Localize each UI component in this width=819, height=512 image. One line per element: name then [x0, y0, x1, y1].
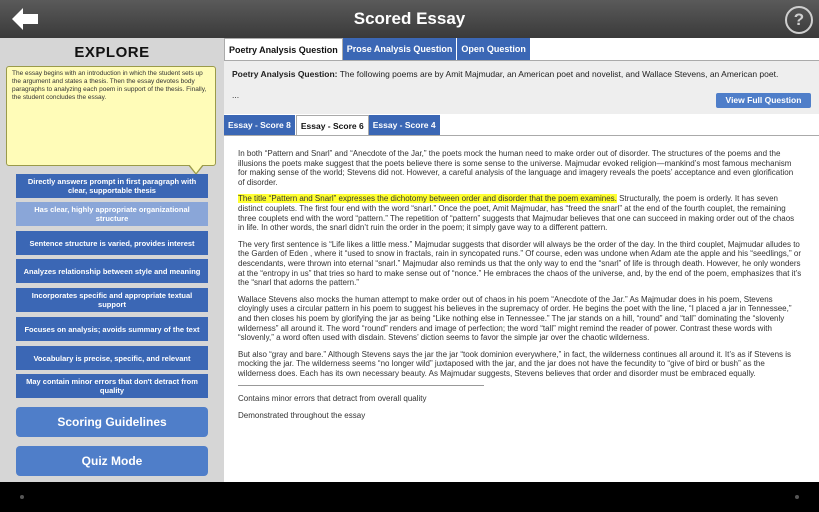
highlighted-thesis[interactable]: The title “Pattern and Snarl” expresses the dichotomy between order and disorder that the poem examines. [238, 194, 617, 204]
divider [238, 385, 484, 386]
criterion-minor-errors[interactable]: May contain minor errors that don't detract from quality [16, 374, 208, 398]
callout-tail-fill [189, 164, 203, 173]
tab-prose-analysis[interactable]: Prose Analysis Question [343, 38, 458, 60]
question-ellipsis: ... [232, 90, 240, 100]
criterion-organization[interactable]: Has clear, highly appropriate organizational structure [16, 202, 208, 226]
criterion-vocabulary[interactable]: Vocabulary is precise, specific, and relevant [16, 346, 208, 370]
criterion-textual-support[interactable]: Incorporates specific and appropriate textual support [16, 288, 208, 312]
score-note: Contains minor errors that detract from overall quality [238, 394, 427, 404]
tab-poetry-analysis[interactable]: Poetry Analysis Question [224, 38, 343, 61]
essay-text [238, 149, 802, 428]
essay-paragraph-rest: Structurally, the poem is orderly. It has seven distinct couplets. The first four end with the word “snarl.” Once the poet, Amit Majmudar, has “freed the snarl” at the end of the fourth couplet, the remaining three couplets end with the word “pattern.” The repetition of “pattern” suggests that Majmudar believes that one can succeed in making order out of the chaos in life. In other words, the snarl didn’t ruin the order in the poem; it simply gave way to a different pattern. [238, 194, 795, 233]
nav-dot [795, 495, 799, 499]
tab-essay-score-6[interactable]: Essay - Score 6 [296, 115, 369, 136]
essay-paragraph: In both “Pattern and Snarl” and “Anecdote of the Jar,” the poets mock the human need to make order out of disorder. The structures of the poems and the illusions the poets make suggest that the poets believe there is some sense to the universe. Majmudar evoked religion—mankind’s most famous mechanism for making sense of the world; Stevens did not. However, a careful analysis of the language and imagery reveals the poets’ acceptance and even glorification of disorder. [238, 149, 794, 187]
question-body: The following poems are by Amit Majmudar, an American poet and novelist, and Wallace Stevens, an American poet. [339, 69, 779, 79]
criterion-sentence-structure[interactable]: Sentence structure is varied, provides interest [16, 231, 208, 255]
explore-heading: EXPLORE [74, 44, 150, 61]
criterion-analysis-focus[interactable]: Focuses on analysis; avoids summary of the text [16, 317, 208, 341]
top-bar [0, 0, 819, 38]
criterion-thesis[interactable]: Directly answers prompt in first paragraph with clear, supportable thesis [16, 174, 208, 198]
essay-paragraph [238, 194, 802, 232]
view-full-question-button[interactable]: View Full Question [716, 93, 811, 108]
tab-essay-score-8[interactable]: Essay - Score 8 [224, 115, 296, 135]
system-nav-bar [0, 482, 819, 512]
essay-paragraph: Wallace Stevens also mocks the human attempt to make order out of chaos in his poem “Anecdote of the Jar.” As Majmudar does in his poem, Stevens cloyingly uses a circular pattern in his poem to suggest his believes in the supremacy of order. He begins the poet with the line, “I placed a jar in Tennessee,” and then closes his poem by glorifying the jar as being “Like nothing else in Tennessee.” The jar stands on a hill, “round” and “tall” dominating the “slovenly wilderness” all around it. The word “round” renders and image of perfection; the word “tall” might remind the reader of power. Contrast these words with “slovenly,” a word often used with disdain. Stevens’ diction seems to favor the simple jar over the chaotic wilderness. [238, 294, 792, 343]
essay-tabs [224, 115, 441, 135]
question-text [232, 69, 802, 79]
essay-paragraph: But also “gray and bare.” Although Stevens says the jar the jar “took dominion everywhere,” in fact, the wilderness continues all around it. It’s as if Stevens is mocking the jar. The wilderness seems “no longer wild” juxtaposed with the jar, and the jar does not have the fecundity to “give of bird or bush” as the wilderness does. Each has its own necessary beauty. As Majmudar suggests, Stevens believes that order and disorder must be embraced equally. [238, 349, 792, 378]
scoring-guidelines-button[interactable]: Scoring Guidelines [16, 407, 208, 437]
help-icon[interactable]: ? [785, 6, 813, 34]
tab-essay-score-4[interactable]: Essay - Score 4 [369, 115, 441, 135]
criterion-style-meaning[interactable]: Analyzes relationship between style and meaning [16, 259, 208, 283]
nav-dot [20, 495, 24, 499]
question-label: Poetry Analysis Question: [232, 69, 338, 79]
page-title: Scored Essay [353, 9, 466, 28]
tab-open-question[interactable]: Open Question [457, 38, 531, 60]
essay-panel[interactable] [224, 135, 819, 483]
essay-paragraph: The very first sentence is “Life likes a little mess.” Majmudar suggests that disorder will always be the order of the day. In the third couplet, Majmudar alludes to the Garden of Eden , where it “used to snow in fractals, rain in syncopated runs.” Of course, eden was undone when Adam ate the apple and his “seedlings,” or descendants, were thrown into eternal “snarl.” Majmudar also reminds us that the only way to end the “snarl” of life is through death. However, he only wonders at the “entropy in us” that tries so hard to make sense out of “nonce.” He embraces the chaos of the universe, and, by the end of the poem, emphasizes that it’s the “snarl that adorns the pattern.” [238, 239, 802, 288]
explanation-callout: The essay begins with an introduction in which the student sets up the argument and states a thesis. Then the essay devotes body paragraphs to analyzing each poem in support of the thesis. Finally, the student concludes the essay. [6, 66, 216, 166]
explore-sidebar [0, 38, 224, 482]
question-panel [224, 60, 819, 114]
score-note: Demonstrated throughout the essay [238, 411, 366, 421]
question-tabs [224, 38, 531, 60]
quiz-mode-button[interactable]: Quiz Mode [16, 446, 208, 476]
main-panel [224, 38, 819, 482]
